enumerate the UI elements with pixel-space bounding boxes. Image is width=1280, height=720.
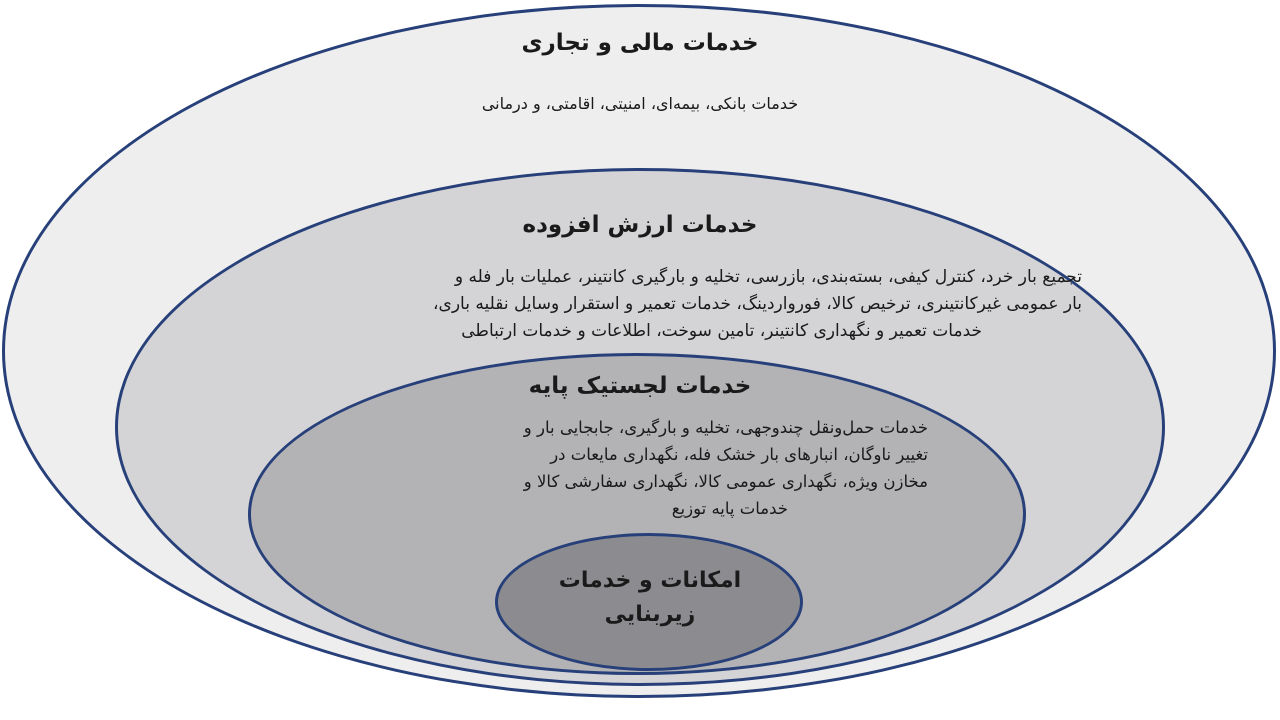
- basic-logistics-title: خدمات لجستیک پایه: [528, 373, 752, 399]
- value-added-line-1: تجمیع بار خرد، کنترل کیفی، بسته‌بندی، بازرسی، تخلیه و بارگیری کانتینر، عملیات بار فله و: [454, 267, 1082, 287]
- basic-logistics-line-4: خدمات پایه توزیع: [671, 499, 788, 518]
- basic-logistics-line-1: خدمات حمل‌ونقل چندوجهی، تخلیه و بارگیری، جابجایی بار و: [523, 418, 928, 437]
- infrastructure-title-line-2: زیربنایی: [604, 602, 696, 627]
- basic-logistics-line-3: مخازن ویژه، نگهداری عمومی کالا، نگهداری سفارشی کالا و: [523, 472, 928, 491]
- value-added-line-2: بار عمومی غیرکانتینری، ترخیص کالا، فورواردینگ، خدمات تعمیر و استقرار وسایل نقلیه باری،: [433, 294, 1082, 314]
- basic-logistics-description: [524, 414, 928, 522]
- value-added-title: خدمات ارزش افزوده: [522, 212, 758, 238]
- infrastructure-title-line-1: امکانات و خدمات: [558, 568, 742, 593]
- value-added-line-3: خدمات تعمیر و نگهداری کانتینر، تامین سوخت، اطلاعات و خدمات ارتباطی: [461, 321, 982, 341]
- financial-commercial-description: خدمات بانکی، بیمه‌ای، امنیتی، اقامتی، و درمانی: [481, 94, 799, 113]
- value-added-description: [433, 264, 1082, 345]
- financial-commercial-title: خدمات مالی و تجاری: [521, 30, 759, 56]
- basic-logistics-line-2: تغییر ناوگان، انبارهای بار خشک فله، نگهداری مایعات در: [550, 445, 928, 464]
